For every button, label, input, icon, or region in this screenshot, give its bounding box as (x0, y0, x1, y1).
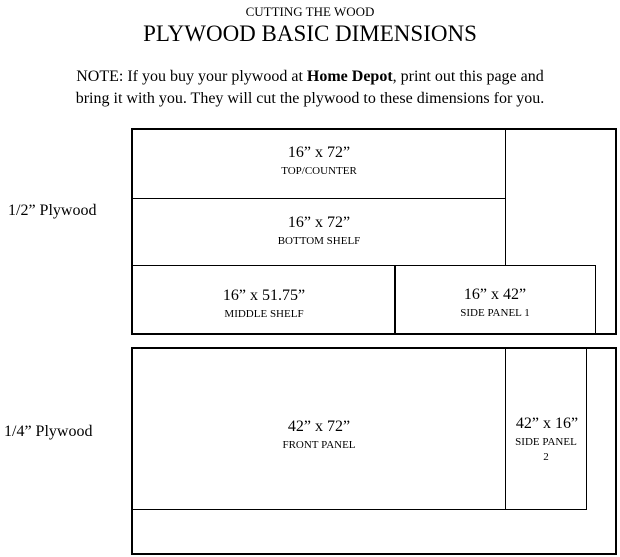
piece-bottom-shelf (132, 198, 506, 266)
piece-front-panel-name: FRONT PANEL (282, 439, 356, 451)
note-text (0, 66, 620, 110)
piece-top-counter-dimension: 16” x 72” (287, 144, 351, 161)
piece-side-panel-2-name-line2: 2 (543, 451, 549, 463)
piece-middle-shelf-name: MIDDLE SHELF (224, 308, 304, 320)
piece-bottom-shelf-name: BOTTOM SHELF (277, 235, 361, 247)
note-prefix: NOTE: If you buy your plywood at (76, 68, 307, 85)
page-title: PLYWOOD BASIC DIMENSIONS (143, 21, 477, 46)
piece-front-panel (132, 348, 506, 510)
piece-top-counter (132, 129, 506, 199)
piece-side-panel-2-name-line1: SIDE PANEL (515, 436, 577, 448)
piece-side-panel-2 (505, 348, 587, 510)
note-store: Home Depot (306, 68, 393, 85)
piece-side-panel-1-dimension: 16” x 42” (463, 286, 527, 303)
quarter-inch-plywood-label: 1/4” Plywood (4, 423, 93, 440)
half-inch-plywood-label: 1/2” Plywood (8, 202, 97, 219)
piece-bottom-shelf-dimension: 16” x 72” (287, 214, 351, 231)
note-line2: bring it with you. They will cut the plywood to these dimensions for you. (75, 90, 545, 107)
piece-middle-shelf-dimension: 16” x 51.75” (222, 287, 306, 304)
piece-side-panel-1 (394, 265, 596, 334)
piece-side-panel-2-dimension: 42” x 16” (515, 415, 579, 432)
supertitle: CUTTING THE WOOD (245, 4, 375, 19)
piece-top-counter-name: TOP/COUNTER (281, 165, 357, 177)
note-line1-suffix: , print out this page and (392, 68, 544, 85)
piece-front-panel-dimension: 42” x 72” (287, 418, 351, 435)
piece-middle-shelf (132, 265, 396, 334)
piece-side-panel-1-name: SIDE PANEL 1 (460, 307, 530, 319)
